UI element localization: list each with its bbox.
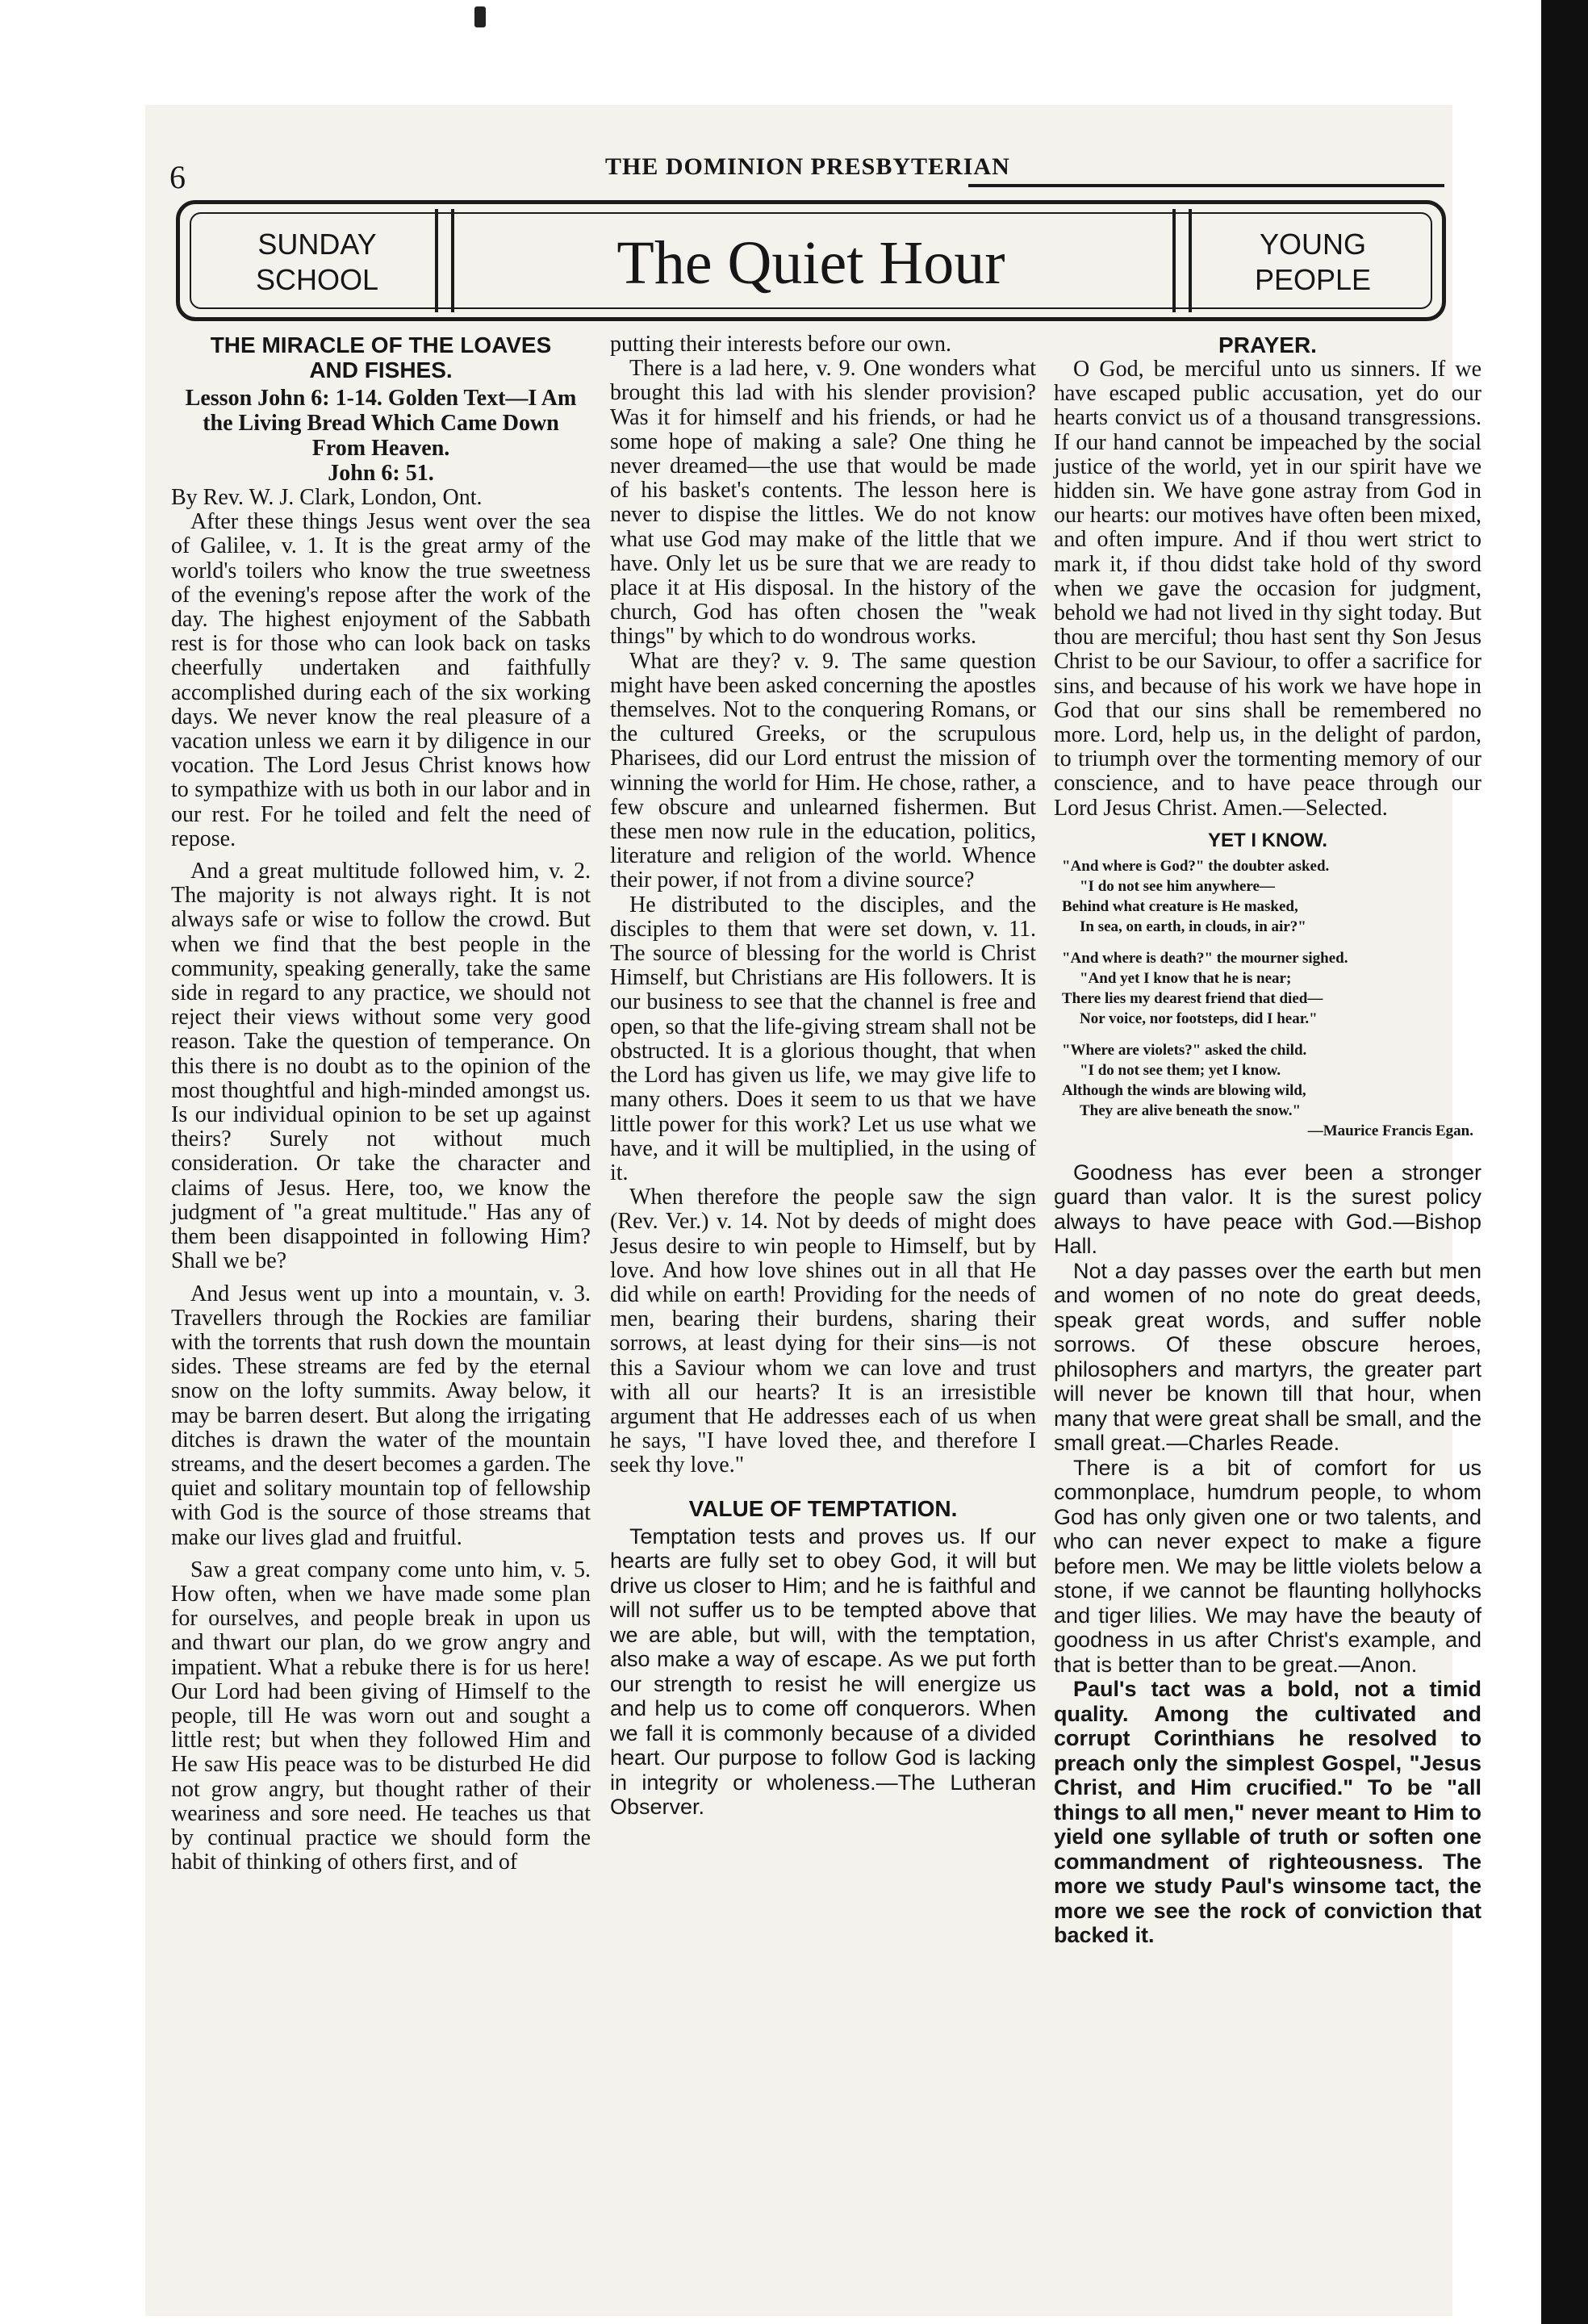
- lesson-reference: John 6: 51.: [328, 461, 434, 486]
- poem-title: YET I KNOW.: [1207, 829, 1327, 851]
- poem-line: In sea, on earth, in clouds, in air?": [1080, 917, 1306, 935]
- saying-paragraph: Paul's tact was a bold, not a timid quality. Among the cultivated and corrupt Corinthians he resolved to preach only the simplest Gospel, "Jesus Christ, and Him crucified." To be "all things to all men," never meant to Him to yield one syllable of truth or soften one commandment of righteousness. The more we study Paul's winsome tact, the more we see the rock of conviction that backed it.: [1054, 1677, 1481, 1948]
- lesson-paragraph: And a great multitude followed him, v. 2. The majority is not always right. It is not always safe or wise to follow the crowd. But when we find that the best people in the community, speaking generally, take the same side in regard to any practice, we should not reject their views without some very good reason. Take the question of temperance. On this there is no doubt as to the opinion of the most thoughtful and high-minded amongst us. Is our individual opinion to be set up against theirs? Surely not without much consideration. Or take the character and claims of Jesus. Here, too, we know the judgment of "a great multitude." Has any of them been disappointed in following Him? Shall we be?: [171, 859, 591, 1274]
- masthead-left-line2: SCHOOL: [255, 263, 379, 296]
- temptation-body: Temptation tests and proves us. If our hearts are fully set to obey God, it will but drive us closer to Him; and he is faithful and will not suffer us to be tempted above that we are able, but will, with the temptation, also make a way of escape. As we put forth our strength to resist he will energize us and help us to come off conquerors. When we fall it is commonly because of a divided heart. Our purpose to follow God is lacking in integrity or wholeness.—The Lutheran Observer.: [610, 1524, 1036, 1820]
- column-3: [1054, 332, 1481, 1948]
- masthead-left-label: [228, 227, 406, 298]
- masthead: [176, 200, 1446, 321]
- lesson-title: THE MIRACLE OF THE LOAVES AND FISHES.: [210, 332, 552, 382]
- poem-line: "And where is God?" the doubter asked.: [1062, 857, 1330, 875]
- column-1: [171, 332, 591, 1875]
- poem: [1054, 856, 1481, 1141]
- poem-line: They are alive beneath the snow.": [1080, 1101, 1302, 1119]
- lesson-line: Lesson John 6: 1-14. Golden Text—I Am the Living Bread Which Came Down From Heaven.: [185, 386, 577, 461]
- masthead-right-line2: PEOPLE: [1254, 263, 1372, 296]
- masthead-left-divider: [435, 209, 454, 312]
- running-head: THE DOMINION PRESBYTERIAN: [605, 153, 1010, 180]
- masthead-left-line1: SUNDAY: [257, 228, 377, 261]
- lesson-byline: By Rev. W. J. Clark, London, Ont.: [171, 485, 483, 510]
- poem-line: "And yet I know that he is near;: [1080, 969, 1292, 987]
- poem-line: "I do not see him anywhere—: [1080, 877, 1275, 895]
- page-number: 6: [169, 159, 186, 195]
- stanza-gap: [1062, 1029, 1481, 1040]
- lesson-continued-paragraph: There is a lad here, v. 9. One wonders what brought this lad with his slender provision? Was it for himself and his friends, or had he some hope of making a sale? One thing he never dreamed—the use that would be made of his basket's contents. The lesson here is never to dispise the littles. We do not know what use God may make of the little that we have. Only let us be sure that we are ready to place it at His disposal. In the history of the church, God has often chosen the "weak things" by which to do wondrous works.: [610, 356, 1036, 650]
- masthead-right-divider: [1172, 209, 1192, 312]
- masthead-title: The Quiet Hour: [616, 229, 1005, 297]
- masthead-right-line1: YOUNG: [1259, 228, 1366, 261]
- masthead-right-label: [1224, 227, 1402, 298]
- prayer-title: PRAYER.: [1218, 332, 1317, 357]
- lesson-continued-paragraph: When therefore the people saw the sign (Rev. Ver.) v. 14. Not by deeds of might does Jesus desire to win people to Himself, but by love. And how love shines out in all that He did while on earth! Providing for the needs of men, bearing their burdens, sharing their sorrows, at least dying for their sins—is not this a Saviour whom we can love and trust with all our hearts? It is an irresistible argument that He addresses each of us when he says, "I have loved thee, and therefore I seek thy love.": [610, 1185, 1036, 1478]
- poem-line: Behind what creature is He masked,: [1062, 897, 1298, 915]
- poem-line: There lies my dearest friend that died—: [1062, 989, 1323, 1007]
- saying-paragraph: Goodness has ever been a stronger guard than valor. It is the surest policy always to have peace with God.—Bishop Hall.: [1054, 1160, 1481, 1259]
- poem-line: Although the winds are blowing wild,: [1062, 1081, 1306, 1099]
- saying-paragraph: There is a bit of comfort for us commonplace, humdrum people, to whom God has only given one or two talents, and who can never expect to make a figure before men. We may be little violets below a stone, if we cannot be flaunting hollyhocks and tiger lilies. We may have the beauty of goodness in us after Christ's example, and that is better than to be great.—Anon.: [1054, 1455, 1481, 1677]
- lesson-continued-paragraph: putting their interests before our own.: [610, 332, 952, 357]
- lesson-paragraph: Saw a great company come unto him, v. 5. How often, when we have made some plan for ourselves, and people break in upon us and thwart our plan, do we grow angry and impatient. What a rebuke there is for us here! Our Lord had been giving of Himself to the people, till He was worn out and sought a little rest; but when they followed Him and He saw His peace was to be disturbed He did not grow angry, but thought rather of their weariness and sore need. He teaches us that by continual practice we should form the habit of thinking of others first, and of: [171, 1557, 591, 1875]
- lesson-paragraph: And Jesus went up into a mountain, v. 3. Travellers through the Rockies are familiar with the torrents that rush down the mountain sides. These streams are fed by the eternal snow on the lofty summits. Away below, it may be barren desert. But along the irrigating ditches is drawn the water of the mountain streams, and the desert becomes a garden. The quiet and solitary mountain top of fellowship with God is the source of those streams that make our lives glad and fruitful.: [171, 1281, 591, 1550]
- lesson-paragraph: After these things Jesus went over the sea of Galilee, v. 1. It is the great army of the world's toilers who know the true sweetness of the evening's repose after the work of the day. The highest enjoyment of the Sabbath rest is for those who can look back on tasks cheerfully undertaken and faithfully accomplished during each of the six working days. We never know the real pleasure of a vacation unless we earn it by diligence in our vocation. The Lord Jesus Christ knows how to sympathize with us both in our labor and in our rest. For he toiled and felt the need of repose.: [171, 509, 591, 851]
- saying-paragraph: Not a day passes over the earth but men and women of no note do great deeds, speak great words, and suffer noble sorrows. Of these obscure heroes, philosophers and martyrs, the greater part will never be known till that hour, when many that were great shall be small, and the small great.—Charles Reade.: [1054, 1258, 1481, 1456]
- poem-line: Nor voice, nor footsteps, did I hear.": [1080, 1009, 1318, 1027]
- column-2: [610, 332, 1036, 1820]
- stanza-gap: [1062, 937, 1481, 948]
- prayer-body: O God, be merciful unto us sinners. If we have escaped public accusation, yet do our hearts convict us of a thousand transgressions. If our hand cannot be impeached by the social justice of the world, yet in our spirit have we hidden sin. We have gone astray from God in our hearts: our motives have often been mixed, and often impure. And if thou wert strict to mark it, if thou didst take hold of thy sword when we gave the occasion for judgment, behold we had not lived in thy sight today. But thou are merciful; thou hast sent thy Son Jesus Christ to be our Saviour, to offer a sacrifice for sins, and because of his work we have hope in God that our sins shall be remembered no more. Lord, help us, in the delight of pardon, to triumph over the tormenting memory of our conscience, and to have peace through our Lord Jesus Christ. Amen.—Selected.: [1054, 357, 1481, 821]
- poem-line: "I do not see them; yet I know.: [1080, 1061, 1281, 1079]
- poem-line: "And where is death?" the mourner sighed.: [1062, 949, 1348, 967]
- lesson-continued-paragraph: He distributed to the disciples, and the disciples to them that were set down, v. 11. The source of blessing for the world is Christ Himself, but Christians are His followers. It is our business to see that the channel is free and open, so that the life-giving stream shall not be obstructed. It is a glorious thought, that when the Lord has given us life, we may give life to many others. Does it seem to us that we have little power for this work? Let us use what we have, and it will be multiplied, in the using of it.: [610, 892, 1036, 1185]
- lesson-continued-paragraph: What are they? v. 9. The same question might have been asked concerning the apostles themselves. Not to the conquering Romans, or the cultured Greeks, or the scrupulous Pharisees, did our Lord entrust the mission of winning the world for Him. He chose, rather, a few obscure and unlearned fishermen. But these men now rule in the education, politics, literature and religion of the world. Whence their power, if not from a divine source?: [610, 648, 1036, 893]
- header-rule: [968, 184, 1444, 187]
- poem-line: "Where are violets?" asked the child.: [1062, 1041, 1307, 1059]
- poem-attribution: —Maurice Francis Egan.: [1307, 1122, 1473, 1139]
- temptation-title: VALUE OF TEMPTATION.: [688, 1495, 958, 1521]
- scan-border: [1541, 0, 1588, 2324]
- scan-smudge: [474, 6, 486, 27]
